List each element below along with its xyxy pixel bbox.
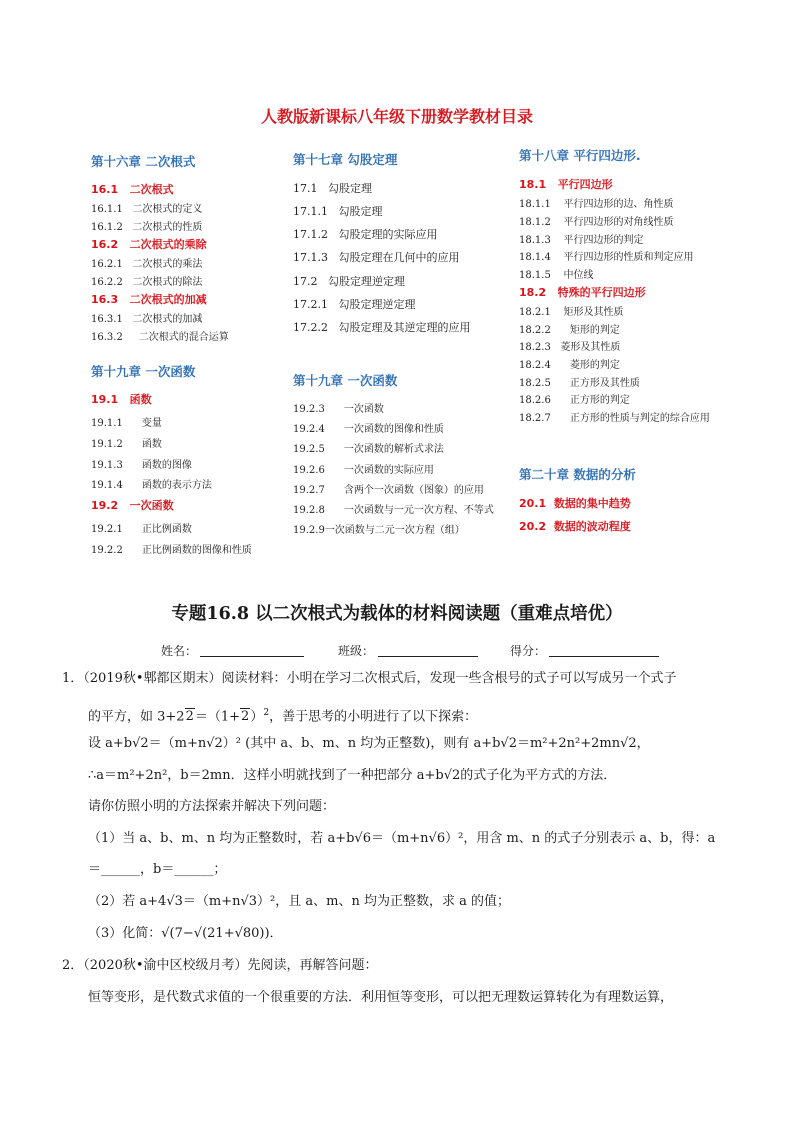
question-1-part-1: （1）当 a、b、m、n 均为正整数时，若 a+b√6＝（m+n√6）²，用含 m、n 的式子分别表示 a、b，得：a — [88, 831, 716, 846]
toc-item: 17.2 勾股定理逆定理 — [293, 275, 405, 288]
toc-item: 19.1.4 函数的表示方法 — [91, 480, 212, 491]
document-title: 人教版新课标八年级下册数学教材目录 — [260, 107, 533, 126]
toc-item: 19.1.1 变量 — [91, 418, 162, 429]
toc-item: 16.3.1 二次根式的加减 — [91, 314, 203, 325]
toc-item: 18.1.5 中位线 — [519, 270, 594, 281]
toc-item: 17.2.1 勾股定理逆定理 — [293, 298, 416, 311]
toc-item: 19.2.1 正比例函数 — [91, 524, 192, 535]
toc-item: 18.2.1 矩形及其性质 — [519, 307, 624, 318]
toc-item: 19.2.5 一次函数的解析式求法 — [293, 444, 444, 455]
toc-item: 18.1.1 平行四边形的边、角性质 — [519, 199, 674, 210]
toc-item: 18.1.3 平行四边形的判定 — [519, 235, 644, 246]
toc-item: 18.1.2 平行四边形的对角线性质 — [519, 217, 674, 228]
toc-item: 17.1.1 勾股定理 — [293, 205, 383, 218]
toc-item: 18.2.5 正方形及其性质 — [519, 378, 640, 389]
section-19-2: 19.2 一次函数 — [91, 499, 174, 512]
question-1-part-2: （2）若 a+4√3＝（m+n√3）²，且 a、m、n 均为正整数，求 a 的值； — [88, 894, 510, 909]
chapter-19-heading: 第十九章 一次函数 — [91, 364, 196, 379]
toc-item: 19.1.3 函数的图像 — [91, 460, 192, 471]
question-1-line-2: 的平方，如 $3+22=(1+2)^2$，善于思考的小明进行了以下探索： — [88, 708, 478, 725]
section-18-2: 18.2 特殊的平行四边形 — [519, 286, 646, 299]
topic-title: 专题16.8 以二次根式为载体的材料阅读题（重难点培优） — [171, 604, 623, 624]
score-field-line — [549, 656, 659, 657]
section-16-1 — [91, 181, 174, 197]
name-label: 姓名： — [161, 644, 198, 658]
question-2-line-2: 恒等变形，是代数式求值的一个很重要的方法．利用恒等变形，可以把无理数运算转化为有理数运算， — [88, 990, 674, 1005]
name-field-line — [200, 656, 304, 657]
toc-item: 17.2.2 勾股定理及其逆定理的应用 — [293, 321, 471, 334]
toc-item: 17.1 勾股定理 — [293, 182, 372, 195]
toc-item: 16.3.2 二次根式的混合运算 — [91, 332, 229, 343]
toc-item: 19.2.8 一次函数与一元一次方程、不等式 — [293, 505, 494, 516]
section-20-2: 20.2 数据的波动程度 — [519, 520, 631, 533]
toc-item: 17.1.3 勾股定理在几何中的应用 — [293, 251, 460, 264]
toc-item: 19.2.3 一次函数 — [293, 404, 384, 415]
toc-item: 18.2.2 矩形的判定 — [519, 325, 620, 336]
toc-item: 16.1.2 二次根式的性质 — [91, 222, 203, 233]
chapter-16-heading: 第十六章 二次根式 — [91, 154, 196, 169]
toc-item: 16.2.1 二次根式的乘法 — [91, 259, 203, 270]
question-1-part-1-answer: ＝______，b＝______； — [88, 862, 227, 877]
question-2-source: 2．（2020秋•渝中区校级月考）先阅读，再解答问题： — [62, 958, 378, 973]
question-1-line-3: 设 a+b√2＝（m+n√2）² (其中 a、b、m、n 均为正整数)，则有 a+b√2＝m²+2n²+2mn√2， — [88, 736, 650, 751]
toc-item: 19.2.9一次函数与二元一次方程（组） — [293, 525, 465, 536]
section-19-1: 19.1 函数 — [91, 393, 152, 406]
question-1-part-3: （3）化简：√(7−√(21+√80))． — [88, 926, 283, 941]
question-1-line-5: 请你仿照小明的方法探索并解决下列问题： — [88, 799, 336, 814]
toc-item: 18.1.4 平行四边形的性质和判定应用 — [519, 252, 694, 263]
toc-item: 19.2.4 一次函数的图像和性质 — [293, 424, 444, 435]
question-1-source: 1．（2019秋•郫都区期末）阅读材料：小明在学习二次根式后，发现一些含根号的式子可以写成另一个式子 — [62, 671, 677, 686]
toc-item: 18.2.4 菱形的判定 — [519, 360, 620, 371]
toc-item: 19.2.7 含两个一次函数（图象）的应用 — [293, 485, 484, 496]
chapter-18-heading: 第十八章 平行四边形. — [519, 148, 641, 163]
toc-item: 18.2.7 正方形的性质与判定的综合应用 — [519, 413, 710, 424]
toc-item: 16.1.1 二次根式的定义 — [91, 204, 203, 215]
toc-item: 19.2.2 正比例函数的图像和性质 — [91, 545, 252, 556]
chapter-17-heading: 第十七章 勾股定理 — [293, 152, 398, 167]
score-label: 得分： — [510, 644, 547, 658]
chapter-19-heading-continued: 第十九章 一次函数 — [293, 373, 398, 388]
toc-item: 19.1.2 函数 — [91, 439, 162, 450]
toc-item: 18.2.3 菱形及其性质 — [519, 342, 621, 353]
section-label: 二次根式 — [129, 183, 174, 196]
section-number: 16.1 — [91, 183, 119, 196]
section-20-1: 20.1 数据的集中趋势 — [519, 497, 631, 510]
toc-item: 18.2.6 正方形的判定 — [519, 395, 630, 406]
question-1-line-4: ∴a＝m²+2n²，b＝2mn．这样小明就找到了一种把部分 a+b√2的式子化为平方式的方法． — [88, 768, 617, 783]
toc-item: 16.2.2 二次根式的除法 — [91, 277, 203, 288]
section-16-3: 16.3 二次根式的加减 — [91, 293, 207, 306]
toc-item: 19.2.6 一次函数的实际应用 — [293, 465, 434, 476]
chapter-20-heading: 第二十章 数据的分析 — [519, 467, 636, 482]
section-18-1: 18.1 平行四边形 — [519, 178, 613, 191]
class-label: 班级： — [338, 644, 375, 658]
section-16-2: 16.2 二次根式的乘除 — [91, 238, 207, 251]
toc-item: 17.1.2 勾股定理的实际应用 — [293, 228, 438, 241]
class-field-line — [378, 656, 478, 657]
